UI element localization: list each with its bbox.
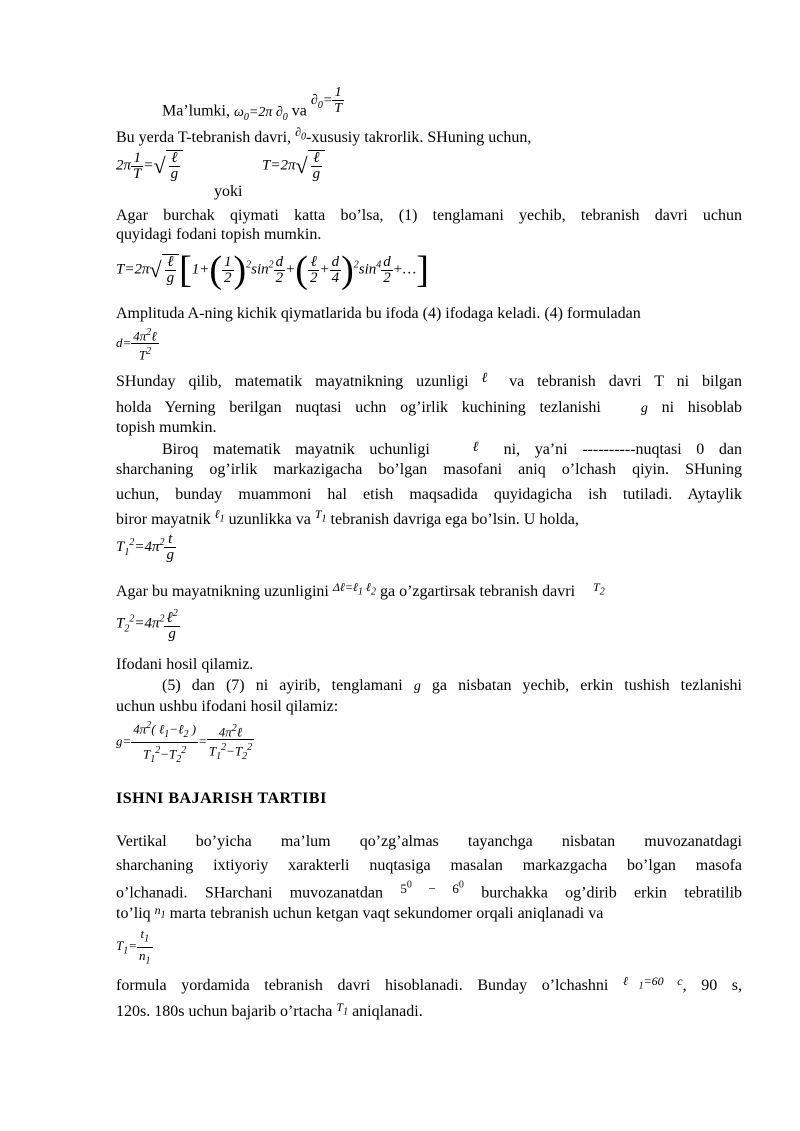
symbol-g-2: g [413,679,421,694]
symbol-ell: ℓ [481,371,497,386]
formula-angle: 50 − 60 [400,880,464,897]
symbol-g: g [614,401,648,416]
equation-T2: $T_2^2=4\pi^2$ $\frac{\ell^2}{g}$ [116,608,178,642]
paragraph-formula-2: 120s. 180s uchun bajarib o’rtacha $^{T_1}$ aniqlanadi. [116,1000,423,1020]
symbol-T2: T2 [593,580,605,598]
formula-ell1-60: ℓ1=60 c [622,974,683,992]
symbol-ell1: ℓ1 [214,507,225,525]
equation-period-1: 2π $\frac{1}{T}$ =√ $\frac{\text{ℓ}}{g}$ [116,150,183,182]
symbol-ell-2: ℓ [444,440,490,455]
paragraph-formula-1: formula yordamida tebranish davri hisoblanadi. Bunday o’lchashni $^{\ell_1=60 c}$, 90 s, [116,974,743,994]
paragraph-large-angle-2: quyidagi fodani topish mumkin. [116,226,322,243]
formula-omega0: $\omega_0=2\pi$ $\partial_0$ [234,104,288,123]
yoki-label: yoki [214,183,243,200]
equation-T1-ratio: $T_1=$ $\frac{t_1}{n_1}$ [116,926,151,967]
paragraph-result: Ifodani hosil qilamiz. [116,656,254,673]
paragraph-however-2: sharchaning og’irlik markazigacha bo’lgan masofani aniq o’lchash qiyin. SHuning [116,461,742,478]
symbol-n1: n1 [154,903,166,921]
formula-delta-ell: Δℓ=ℓ1 ℓ2 [332,580,376,598]
equation-T1: $T_1^2=4\pi^2$ $\frac{t}{g}$ [116,531,174,563]
paragraph-subtract-1: (5) dan (7) ni ayirib, tenglamani g ga nisbatan yechib, erkin tushish tezlanishi [162,677,742,694]
paragraph-however-4: biror mayatnik $^{\ell_1}$ uzunlikka va $^{T_1}$ tebranish davriga ega bo’lsin. U holda, [116,507,579,528]
paragraph-procedure-3: o’lchanadi. SHarchani muvozanatdan $^{5^0 - 6^0}$ burchakka og’dirib erkin tebratilib [116,880,743,902]
section-heading: ISHNI BAJARISH TARTIBI [116,790,327,807]
paragraph-however-1: Biroq matematik mayatnik uchunligi ℓ ni, ya’ni ----------nuqtasi 0 dan [162,440,743,458]
paragraph-large-angle-1: Agar burchak qiymati katta bo’lsa, (1) tenglamani yechib, tebranish davri uchun [116,207,742,224]
paragraph-procedure-2: sharchaning ixtiyoriy xarakterli nuqtasiga masalan markazgacha bo’lgan masofa [116,857,742,874]
equation-d: d= $\frac{4\pi^2\ell}{T^2}$ [116,327,157,363]
paragraph-so-3: topish mumkin. [116,419,217,436]
paragraph-known: Ma’lumki, $\omega_0=2\pi$ $\partial_0$ va $\partial_0=$ $\frac{1}{T}$ [162,85,343,123]
paragraph-so-1: SHunday qilib, matematik mayatnikning uzunligi ℓ va tebranish davri T ni bilgan [116,371,743,390]
paragraph-procedure-1: Vertikal bo’yicha ma’lum qo’zg’almas tayanchga nisbatan muvozanatdagi [116,833,742,850]
symbol-T1: T1 [314,507,327,525]
paragraph-amplitude: Amplituda A-ning kichik qiymatlarida bu ifoda (4) ifodaga keladi. (4) formuladan [116,305,641,322]
formula-d0: $\partial_0=$ $\frac{1}{T}$ [310,85,343,116]
paragraph-subtract-2: uchun ushbu ifodani hosil qilamiz: [116,698,339,715]
paragraph-however-3: uchun, bunday muammoni hal etish maqsadida quyidagicha ish tutiladi. Aytaylik [116,486,742,503]
equation-g: g= $\frac{4\pi^2( \ell_1-\ell_2 )}{T_1^2-T_2^2}$ = $\frac{4\pi^2\ell}{T_1^2-T_2^2}$ [116,720,253,765]
paragraph-period: Bu yerda T-tebranish davri, $^{\partial_0}$-xususiy takrorlik. SHuning uchun, [116,125,532,146]
paragraph-procedure-4: to’liq $^{n_1}$ marta tebranish uchun ketgan vaqt sekundomer orqali aniqlanadi va [116,903,604,922]
formula-d0-inline: ∂0 [295,125,307,143]
symbol-T1-avg: T1 [336,1000,349,1018]
equation-period-2: T=2π√ $\frac{\text{ℓ}}{g}$ [262,150,325,182]
paragraph-change-length: Agar bu mayatnikning uzunligini $^{\Delta\ell=\ell_1 \ell_2}$ ga o’zgartirsak tebranish davri $^{T_2}$ [116,580,605,600]
paragraph-so-2: holda Yerning berilgan nuqtasi uchn og’irlik kuchining tezlanishi g ni hisoblab [116,399,743,416]
equation-series: T=2π√ $\frac{\text{ℓ}}{g}$ [1+( $\frac{1}{2}$ )$^2\sin^2$ $\frac{d}{2}$ +( $\frac{\text{ℓ}}{2}$ + $\frac{d}{4}$ )$^2\sin^4$ $\frac{d}{2}$ +…] [116,249,429,291]
